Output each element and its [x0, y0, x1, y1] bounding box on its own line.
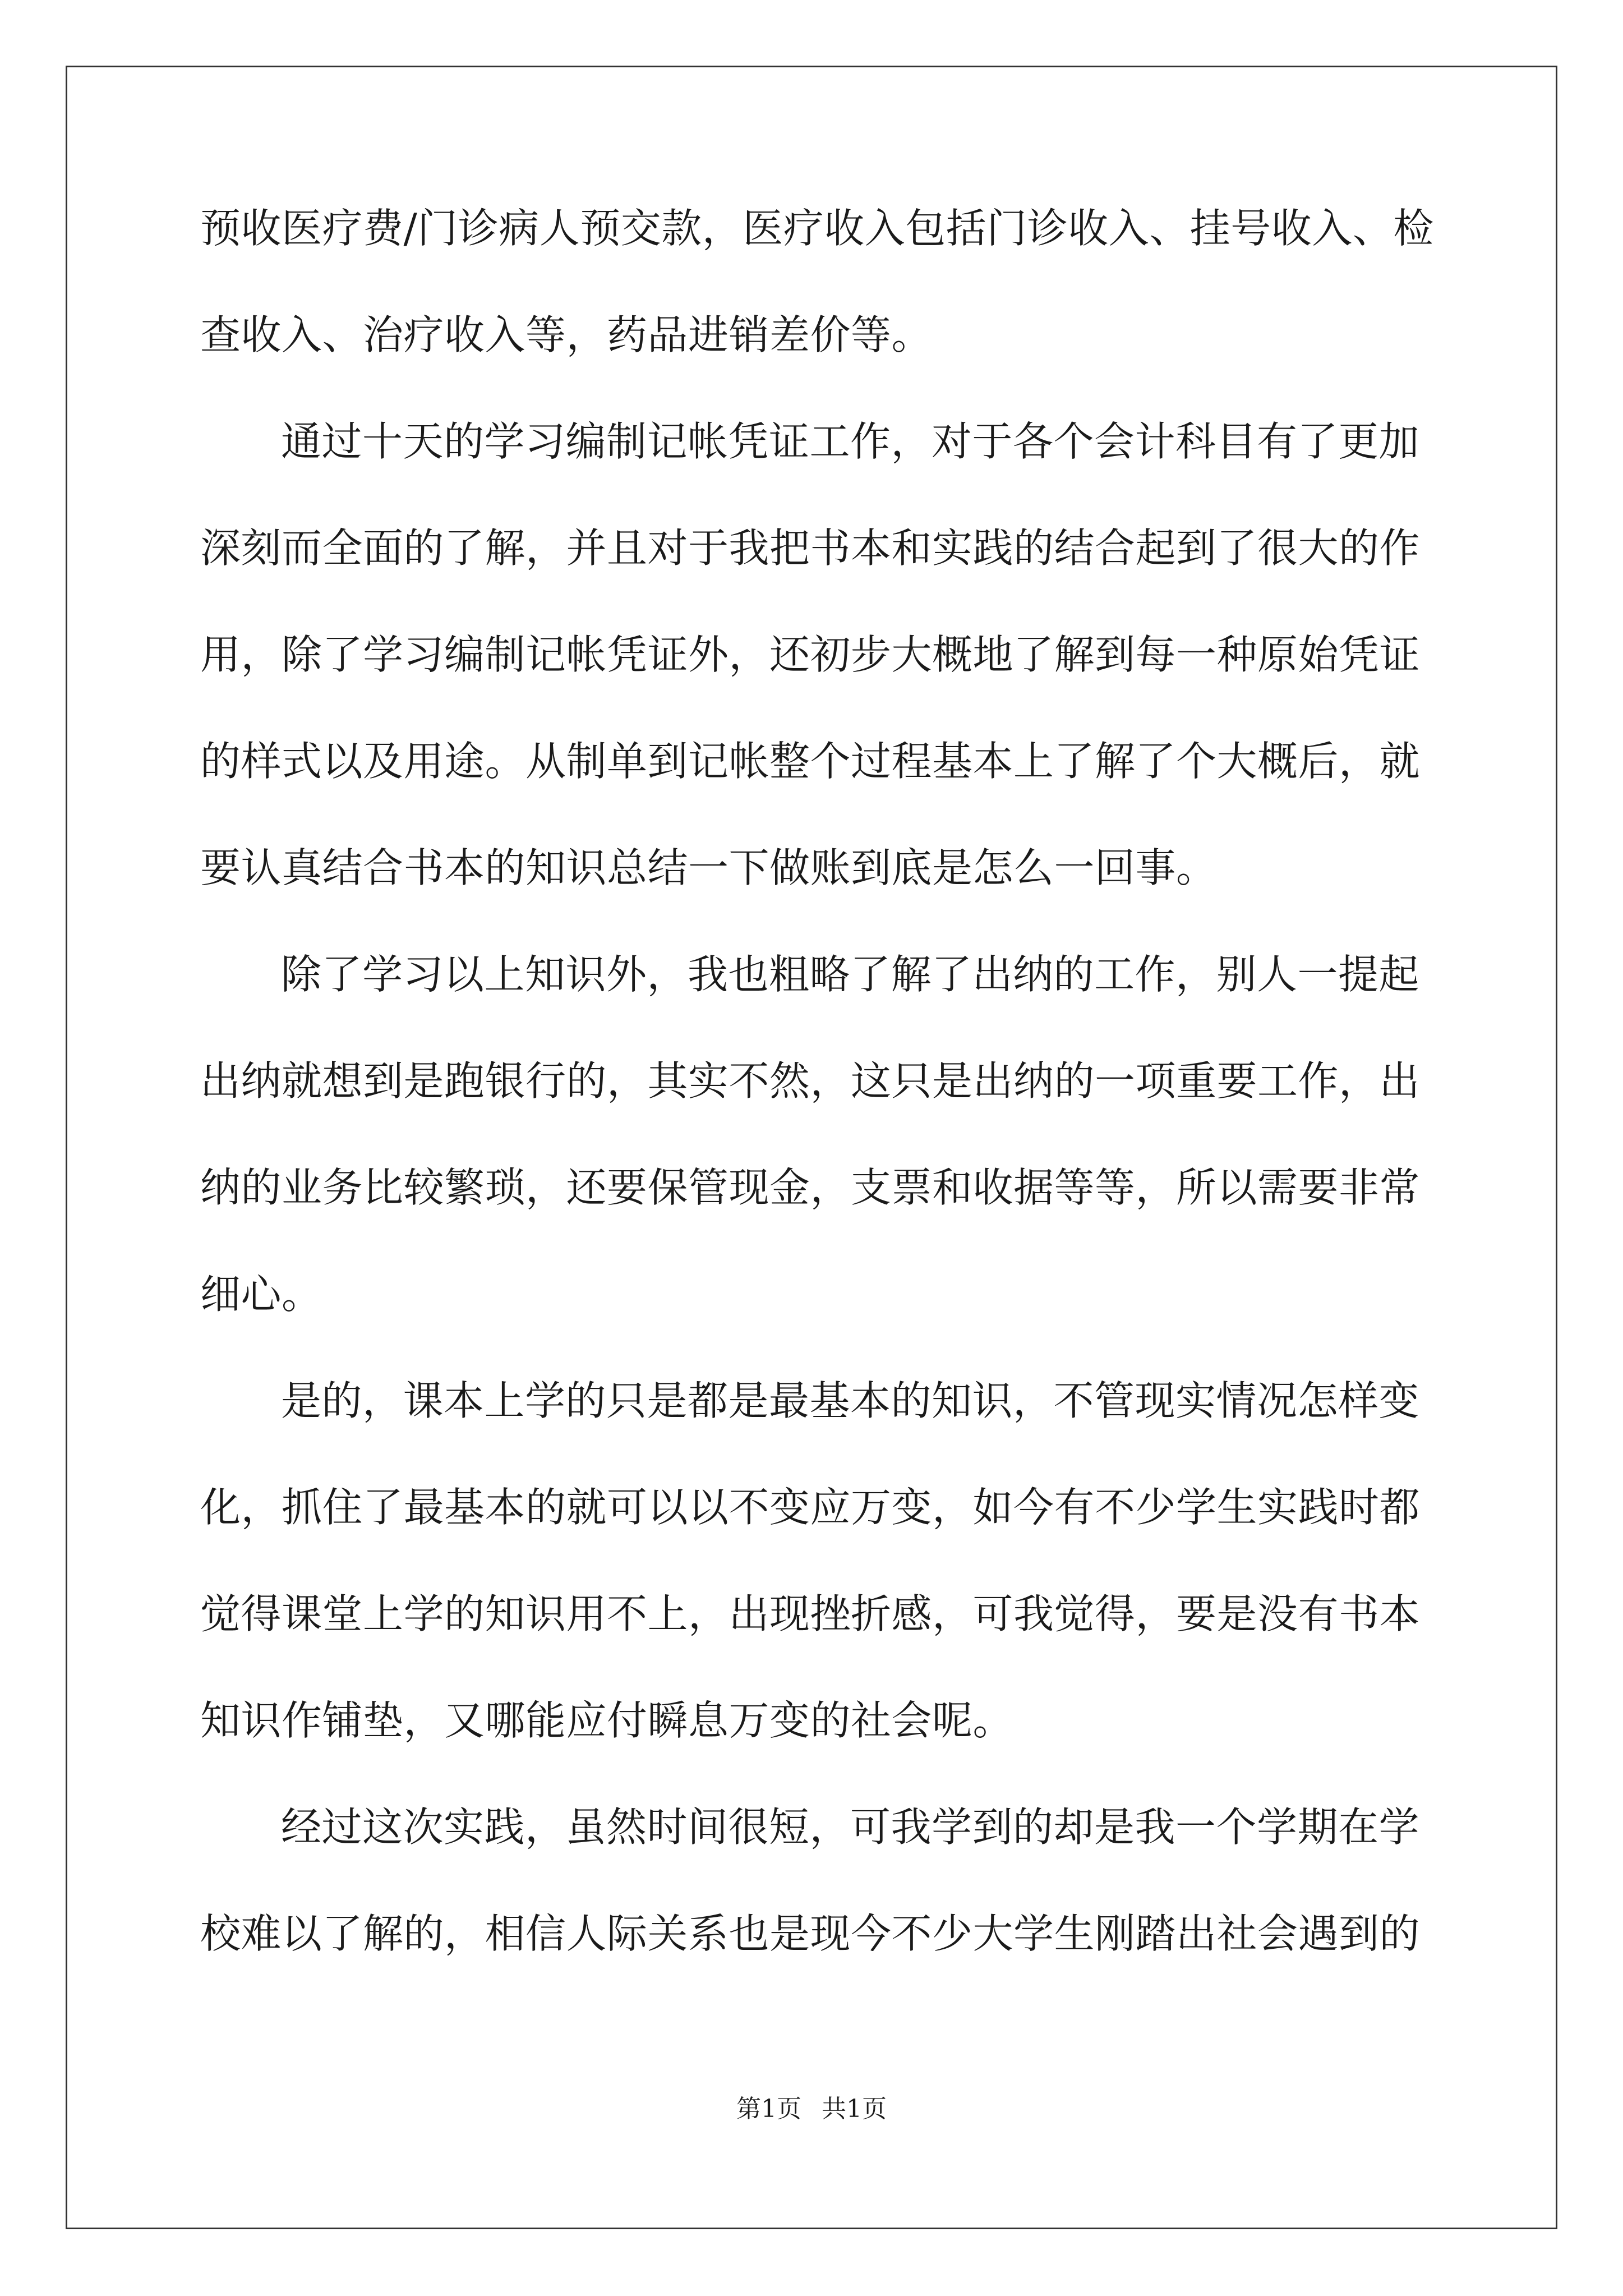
paragraph-start-line: 通过十天的学习编制记帐凭证工作，对于各个会计科目有了更加: [281, 418, 1420, 465]
document-body: [200, 202, 1434, 2014]
text-line: 校难以了解的，相信人际关系也是现今不少大学生刚踏出社会遇到的: [200, 1910, 1421, 1957]
paragraph-start-line: 除了学习以上知识外，我也粗略了解了出纳的工作，别人一提起: [281, 951, 1420, 998]
text-line: 细心。: [200, 1271, 322, 1318]
text-line: 觉得课堂上学的知识用不上，出现挫折感，可我觉得，要是没有书本: [200, 1590, 1421, 1637]
text-line: 纳的业务比较繁琐，还要保管现金，支票和收据等等，所以需要非常: [200, 1164, 1421, 1211]
text-line: 出纳就想到是跑银行的，其实不然，这只是出纳的一项重要工作，出: [200, 1057, 1421, 1105]
text-line: 化，抓住了最基本的就可以以不变应万变，如今有不少学生实践时都: [200, 1484, 1421, 1531]
paragraph-start-line: 是的，课本上学的只是都是最基本的知识，不管现实情况怎样变: [281, 1377, 1420, 1424]
text-line: 要认真结合书本的知识总结一下做账到底是怎么一回事。: [200, 844, 1217, 891]
text-line: 深刻而全面的了解，并且对于我把书本和实践的结合起到了很大的作: [200, 524, 1421, 572]
text-line: 知识作铺垫，又哪能应付瞬息万变的社会呢。: [200, 1697, 1014, 1744]
text-line: 预收医疗费/门诊病人预交款，医疗收入包括门诊收入、挂号收入、检: [200, 205, 1434, 252]
text-line: 用，除了学习编制记帐凭证外，还初步大概地了解到每一种原始凭证: [200, 631, 1421, 678]
text-line: 的样式以及用途。从制单到记帐整个过程基本上了解了个大概后，就: [200, 738, 1421, 785]
paragraph-start-line: 经过这次实践，虽然时间很短，可我学到的却是我一个学期在学: [281, 1803, 1420, 1851]
page-total: 共1页: [822, 2095, 887, 2123]
page-footer: [0, 2092, 1623, 2126]
text-line: 查收入、治疗收入等，药品进销差价等。: [200, 311, 933, 358]
page-number: 第1页: [736, 2095, 801, 2123]
